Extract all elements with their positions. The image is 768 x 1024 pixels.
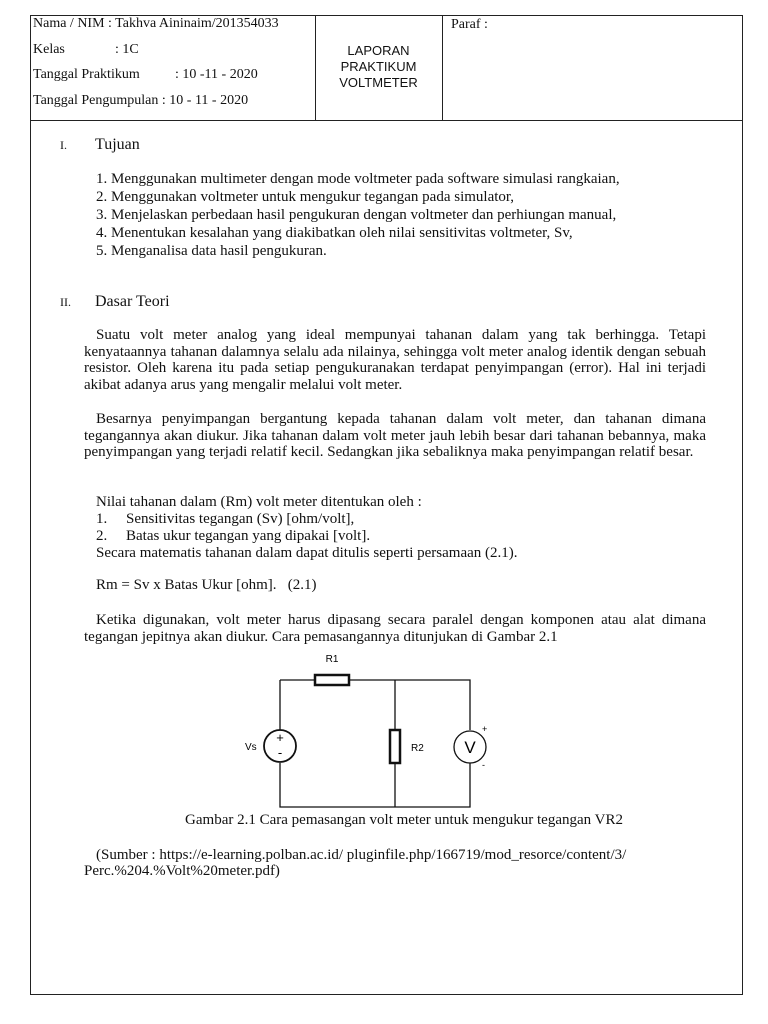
- paragraph-text: Suatu volt meter analog yang ideal mempunyai tahanan dalam yang tak berhingga. Tetapi kenyataannya tahanan dalamnya selalu ada nilainya, sehingga volt meter analog identik dengan sebuah resistor. Oleh karena itu pada setiap pengukuranakan terdapat penyimpangan (error). Hal ini terjadi akibat adanya arus yang mengalir melalui volt meter.: [84, 327, 706, 393]
- tanggal-pengumpulan-value: : 10 - 11 - 2020: [161, 93, 249, 108]
- tujuan-list: [96, 170, 716, 260]
- paragraph-text: Ketika digunakan, volt meter harus dipasang secara paralel dengan komponen atau alat dimana tegangan jepitnya akan diukur. Cara pemasangannya ditunjukan di Gambar 2.1: [84, 612, 706, 645]
- nama-value: : Takhva Aininaim/201354033: [108, 16, 279, 31]
- r1-label: R1: [325, 654, 339, 665]
- report-title-line2: PRAKTIKUM: [340, 59, 417, 74]
- rm-item-1: 1. Sensitivitas tegangan (Sv) [ohm/volt],: [96, 511, 355, 527]
- list-item: 4. Menentukan kesalahan yang diakibatkan oleh nilai sensitivitas voltmeter, Sv,: [96, 225, 573, 241]
- resistor-r2: [390, 730, 400, 763]
- section-number: I.: [60, 138, 67, 152]
- nama-label: Nama / NIM: [33, 16, 105, 31]
- vs-plus: +: [276, 730, 284, 745]
- circuit-diagram: [230, 650, 520, 815]
- tanggal-praktikum-value: : 10 -11 - 2020: [175, 67, 258, 82]
- tanggal-praktikum-row: [33, 67, 258, 83]
- paraf-label: Paraf :: [451, 17, 488, 32]
- header-table: [30, 15, 743, 121]
- section-title: Dasar Teori: [95, 293, 170, 310]
- section-number: II.: [60, 295, 71, 309]
- tanggal-pengumpulan-label: Tanggal Pengumpulan: [33, 93, 159, 108]
- vs-label: Vs: [245, 742, 257, 753]
- r2-label: R2: [411, 743, 424, 754]
- equation: Rm = Sv x Batas Ukur [ohm]. (2.1): [96, 577, 317, 593]
- source-line-2: Perc.%204.%Volt%20meter.pdf): [84, 863, 280, 879]
- rm-outro: Secara matematis tahanan dalam dapat ditulis seperti persamaan (2.1).: [96, 545, 518, 561]
- report-title-line3: VOLTMETER: [339, 75, 418, 90]
- voltmeter-plus: +: [482, 724, 488, 734]
- rm-item-2: 2. Batas ukur tegangan yang dipakai [volt].: [96, 528, 371, 544]
- rm-intro: Nilai tahanan dalam (Rm) volt meter ditentukan oleh :: [96, 494, 422, 510]
- nama-row: [33, 16, 279, 32]
- figure-caption: Gambar 2.1 Cara pemasangan volt meter untuk mengukur tegangan VR2: [185, 812, 623, 828]
- report-title-cell: [315, 15, 443, 120]
- voltmeter-symbol: V: [464, 738, 476, 757]
- list-item: 1. Menggunakan multimeter dengan mode voltmeter pada software simulasi rangkaian,: [96, 171, 620, 187]
- outer-wire: [277, 680, 470, 807]
- kelas-value: : 1C: [115, 42, 139, 57]
- list-item: 5. Menganalisa data hasil pengukuran.: [96, 243, 327, 259]
- vs-minus: -: [277, 745, 283, 760]
- paragraph: [84, 612, 706, 645]
- list-item: 2. Menggunakan voltmeter untuk mengukur tegangan pada simulator,: [96, 189, 515, 205]
- section-dasar-teori-heading: [60, 293, 170, 311]
- report-title: [315, 43, 442, 91]
- section-title: Tujuan: [95, 136, 140, 153]
- kelas-label: Kelas: [33, 42, 65, 57]
- voltmeter-minus: -: [482, 760, 485, 770]
- paragraph-text: Besarnya penyimpangan bergantung kepada tahanan dalam volt meter, dan tahanan dimana tegangannya akan diukur. Jika tahanan dalam volt meter jauh lebih besar dari tahanan bebannya, maka penyimpangan yang terjadi relatif kecil. Sedangkan jika sebaliknya maka penyimpangan relatif besar.: [84, 411, 706, 460]
- section-tujuan-heading: [60, 136, 140, 154]
- report-title-line1: LAPORAN: [347, 43, 410, 58]
- top-wire: [280, 680, 470, 730]
- paraf-cell: [443, 15, 742, 120]
- circuit-wires: [277, 680, 470, 807]
- source-line-1: (Sumber : https://e-learning.polban.ac.id/ pluginfile.php/166719/mod_resorce/content/3/: [96, 847, 627, 863]
- paragraph: [84, 327, 706, 393]
- paragraph: [84, 411, 706, 461]
- list-item: 3. Menjelaskan perbedaan hasil pengukuran dengan voltmeter dan perhiungan manual,: [96, 207, 617, 223]
- tanggal-praktikum-label: Tanggal Praktikum: [33, 67, 140, 82]
- tanggal-pengumpulan-row: [33, 93, 248, 109]
- resistor-r1: [315, 675, 349, 685]
- student-info-cell: [30, 15, 316, 120]
- kelas-row: [33, 42, 139, 58]
